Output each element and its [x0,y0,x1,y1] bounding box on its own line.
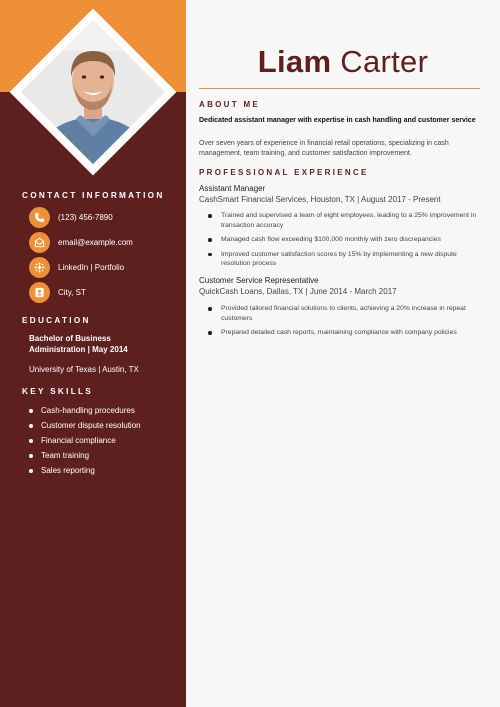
contact-links-text: LinkedIn | Portfolio [58,262,125,272]
list-item [29,433,141,448]
about-heading: ABOUT ME [199,100,261,109]
contact-location [29,282,86,302]
bullet-icon [208,307,212,311]
job-company: QuickCash Loans, Dallas, TX | June 2014 - March 2017 [199,287,397,296]
list-item [207,235,485,245]
job-bullets [207,211,485,269]
contact-links[interactable] [29,257,124,277]
bullet-icon [29,469,33,473]
bullet-text: Managed cash flow exceeding $100,000 monthly with zero discrepancies [221,236,441,243]
job-bullets [207,304,485,338]
contact-heading: CONTACT INFORMATION [22,191,165,200]
job-title: Customer Service Representative [199,276,319,285]
list-item [207,211,485,230]
bullet-icon [29,454,33,458]
list-item [207,304,485,323]
phone-icon [29,207,50,228]
education-school: University of Texas | Austin, TX [29,365,139,374]
contact-email-text: email@example.com [58,237,133,247]
bullet-icon [208,214,212,218]
list-item [29,403,141,418]
bullet-text: Improved customer satisfaction scores by 15% by implementing a new dispute resolution process [221,250,457,267]
contact-location-text: City, ST [58,287,86,297]
skill-text: Sales reporting [41,466,95,475]
skill-text: Financial compliance [41,436,116,445]
about-text: Over seven years of experience in financial retail operations, specializing in cash management, team training, and customer satisfaction improvement. [199,140,449,157]
last-name: Carter [340,44,429,79]
contact-phone[interactable] [29,207,113,227]
bullet-icon [29,424,33,428]
bullet-icon [208,331,212,335]
job-company: CashSmart Financial Services, Houston, TX | August 2017 - Present [199,195,441,204]
bullet-text: Prepared detailed cash reports, maintaining compliance with company policies [221,329,457,336]
job-title: Assistant Manager [199,184,266,193]
first-name: Liam [257,44,332,79]
education-degree: Bachelor of Business Administration | May 2014 [29,334,128,354]
experience-heading: PROFESSIONAL EXPERIENCE [199,168,369,177]
contact-phone-text: (123) 456-7890 [58,212,113,222]
list-item [29,463,141,478]
skill-text: Cash-handling procedures [41,406,135,415]
name-divider [199,88,480,89]
list-item [29,448,141,463]
bullet-icon [208,238,212,242]
list-item [29,418,141,433]
list-item [207,328,485,338]
skills-list [29,403,141,478]
skill-text: Team training [41,451,90,460]
bullet-icon [29,409,33,413]
skill-text: Customer dispute resolution [41,421,141,430]
contact-card-icon [29,282,50,303]
skills-heading: KEY SKILLS [22,387,94,396]
education-heading: EDUCATION [22,316,91,325]
bullet-text: Trained and supervised a team of eight employees, leading to a 25% improvement in transaction accuracy [221,212,477,229]
contact-email[interactable] [29,232,133,252]
network-icon [29,257,50,278]
candidate-name [186,44,500,80]
bullet-icon [208,253,212,257]
list-item [207,250,485,269]
email-icon [29,232,50,253]
bullet-text: Provided tailored financial solutions to clients, achieving a 20% increase in repeat customers [221,305,466,322]
bullet-icon [29,439,33,443]
about-lead: Dedicated assistant manager with expertise in cash handling and customer service [199,117,476,124]
